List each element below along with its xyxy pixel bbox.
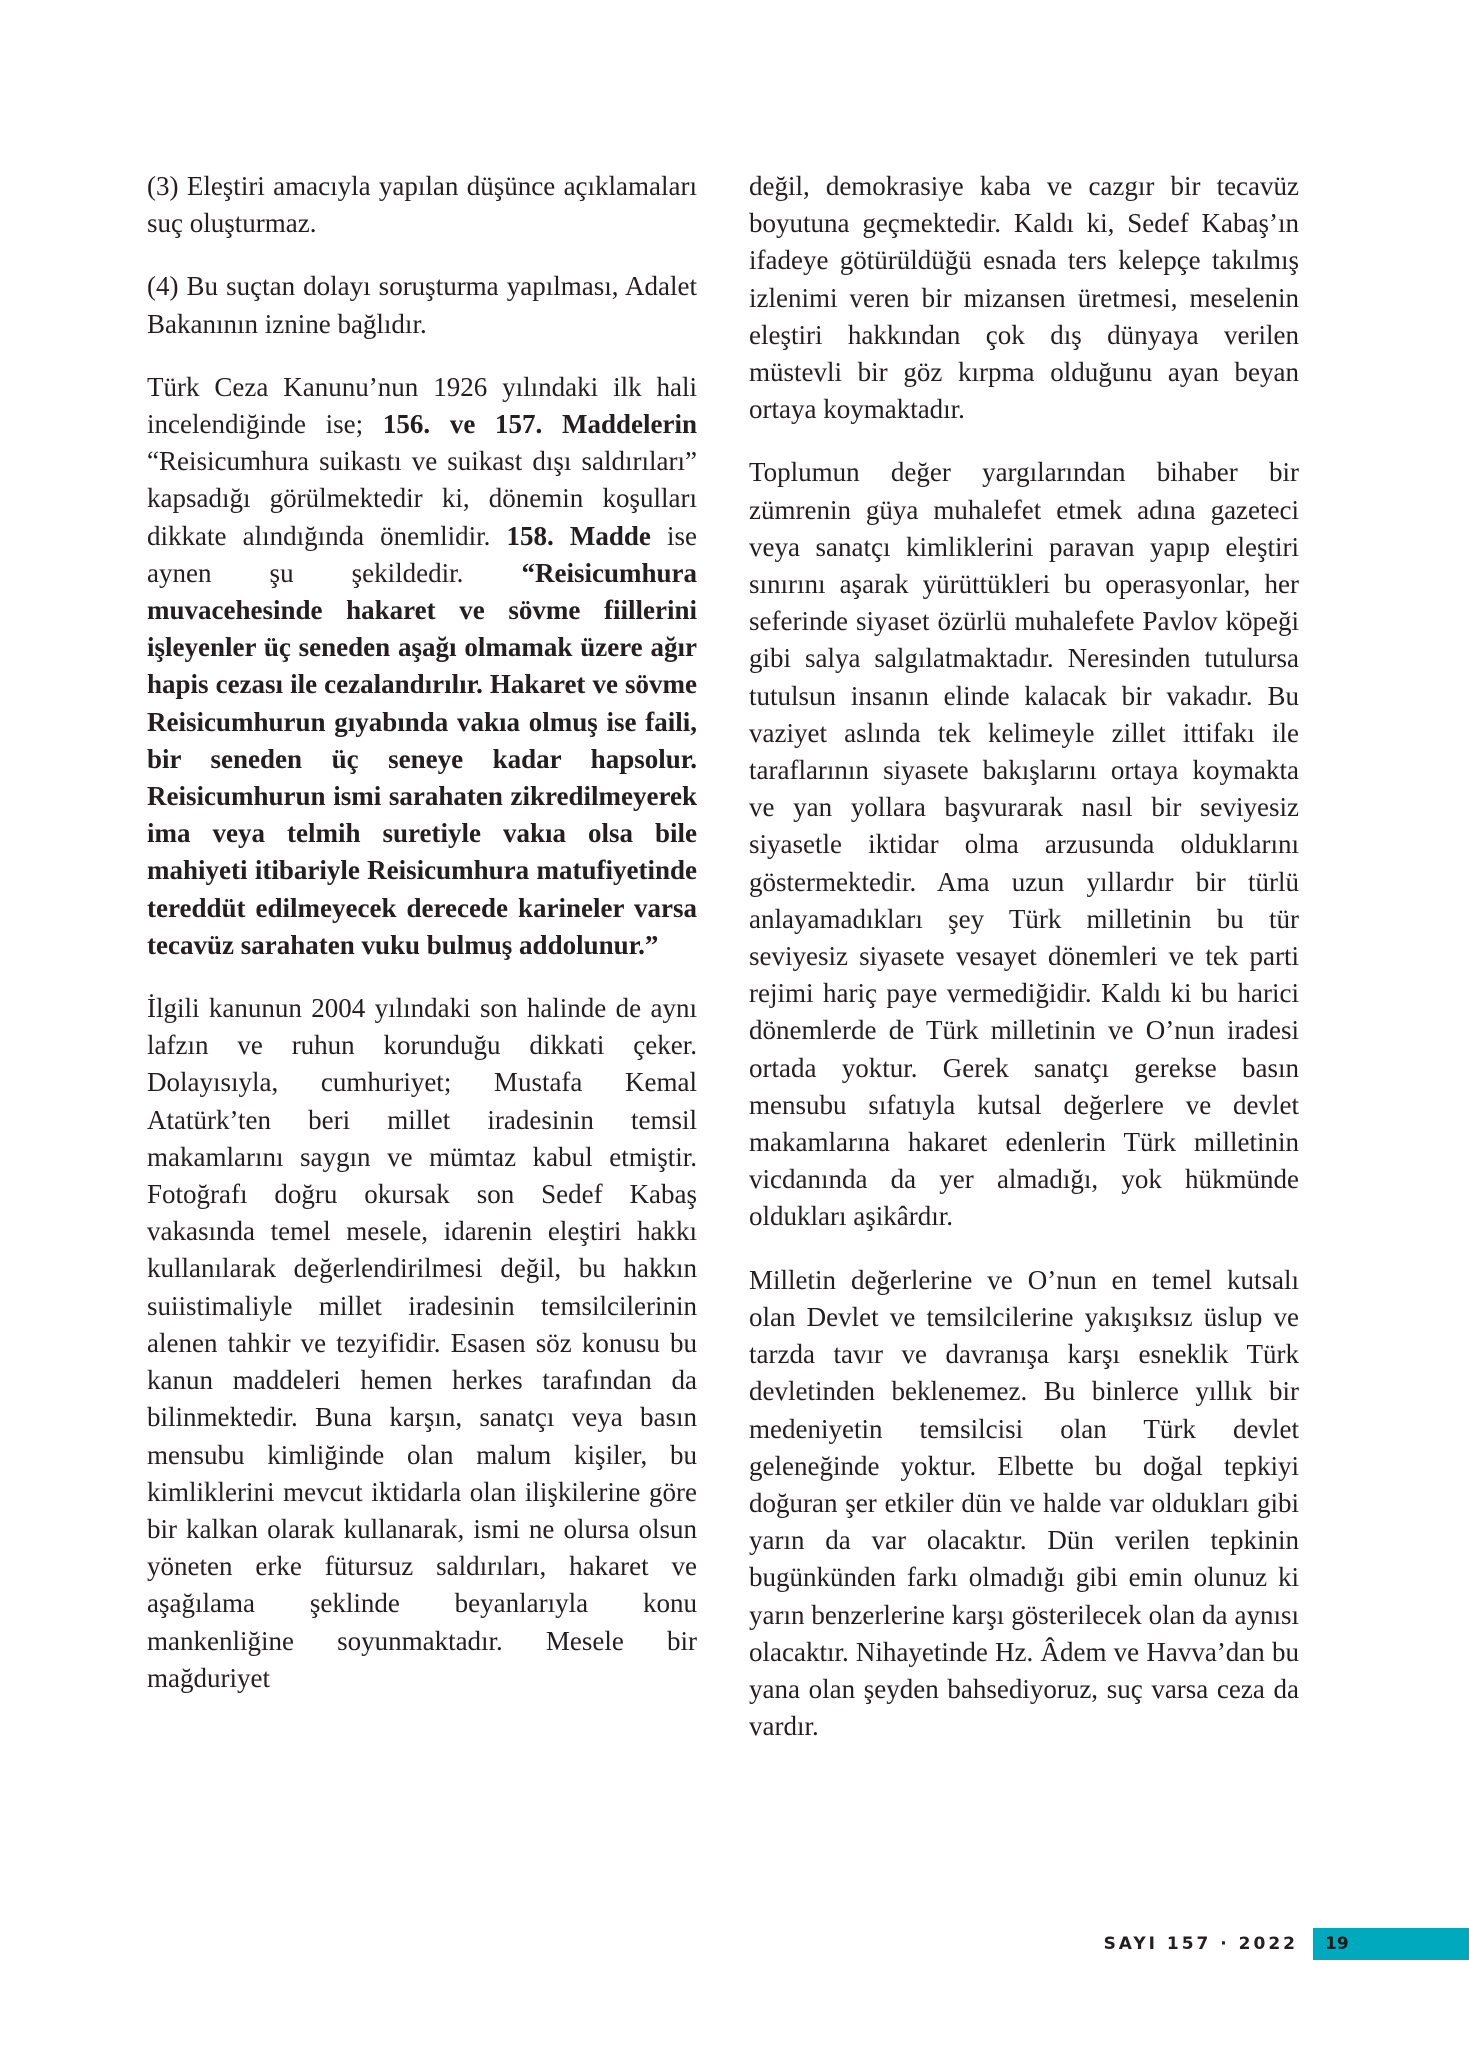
issue-label: SAYI 157 · 2022 xyxy=(1103,1934,1298,1954)
bold-article-158-quote: “Reisicumhura muvacehesinde hakaret ve sövme fiillerini işleyenler üç seneden aşağı olmamak üzere ağır hapis cezası ile cezalandırılır. Hakaret ve sövme Reisicumhurun gıyabında vakıa olmuş ise faili, bir seneden üç seneye kadar hapsolur. Reisicumhurun ismi sarahaten zikredilmeyerek ima veya telmih suretiyle vakıa olsa bile mahiyeti itibariyle Reisicumhura matufiyetinde tereddüt edilmeyecek derecede karineler varsa tecavüz sarahaten vuku bulmuş addolunur.” xyxy=(147,557,697,960)
paragraph-society-values: Toplumun değer yargılarından bihaber bir zümrenin güya muhalefet etmek adına gazeteci veya sanatçı kimliklerini paravan yapıp eleştiri sınırını aşarak yürüttükleri bu operasyonlar, her seferinde siyaset özürlü muhalefete Pavlov köpeği gibi salya salgılatmaktadır. Neresinden tutulursa tutulsun insanın elinde kalacak bir vakadır. Bu vaziyet aslında tek kelimeyle zillet ittifakı ile taraflarının siyasete bakışlarını ortaya koymakta ve yan yollara başvurarak nasıl bir seviyesiz siyasetle iktidar olma arzusunda olduklarını göstermektedir. Ama uzun yıllardır bir türlü anlayamadıkları şey Türk milletinin bu tür seviyesiz siyasete vesayet dönemleri ve tek parti rejimi hariç paye vermediğidir. Kaldı ki bu harici dönemlerde de Türk milletinin ve O’nun iradesi ortada yoktur. Gerek sanatçı gerekse basın mensubu sıfatıyla kutsal değerlere ve devlet makamlarına hakaret edenlerin Türk milletinin vicdanında da yer almadığı, yok hükmünde oldukları aşikârdır. xyxy=(749,457,1299,1232)
page-footer xyxy=(0,1928,1469,1960)
paragraph-continuation: değil, demokrasiye kaba ve cazgır bir tecavüz boyutuna geçmektedir. Kaldı ki, Sedef Kabaş’ın ifadeye götürüldüğü esnada ters kelepçe takılmış izlenimi veren bir mizansen üretmesi, meselenin eleştiri hakkından çok dış dünyaya verilen müstevli bir göz kırpma olduğunu ayan beyan ortaya koymaktadır. xyxy=(749,171,1299,425)
paragraph-1926-penal-code xyxy=(147,369,697,964)
paragraph-nation-values: Milletin değerlerine ve O’nun en temel kutsalı olan Devlet ve temsilcilerine yakışıksız üslup ve tarzda tavır ve davranışa karşı esneklik Türk devletinden beklenemez. Bu binlerce yıllık bir medeniyetin temsilcisi olan Türk devlet geleneğinde yoktur. Elbette bu doğal tepkiyi doğuran şer etkiler dün ve halde var oldukları gibi yarın da var olacaktır. Dün verilen tepkinin bugünkünden farkı olmadığı gibi emin olunuz ki yarın benzerlerine karşı gösterilecek olan da aynısı olacaktır. Nihayetinde Hz. Âdem ve Havva’dan bu yana olan şeyden bahsediyoruz, suç varsa ceza da vardır. xyxy=(749,1264,1299,1742)
paragraph-2004-law: İlgili kanunun 2004 yılındaki son halinde de aynı lafzın ve ruhun korunduğu dikkati çeker. Dolayısıyla, cumhuriyet; Mustafa Kemal Atatürk’ten beri millet iradesinin temsil makamlarını saygın ve mümtaz kabul etmiştir. Fotoğrafı doğru okursak son Sedef Kabaş vakasında temel mesele, idarenin eleştiri hakkı kullanılarak değerlendirilmesi değil, bu hakkın suiistimaliyle millet iradesinin temsilcilerinin alenen tahkir ve tezyifidir. Esasen söz konusu bu kanun maddeleri hemen herkes tarafından da bilinmektedir. Buna karşın, sanatçı veya basın mensubu kimliğinde olan malum kişiler, bu kimliklerini mevcut iktidarla olan ilişkilerine göre bir kalkan olarak kullanarak, ismi ne olursa olsun yöneten erke fütursuz saldırıları, hakaret ve aşağılama şeklinde beyanlarıyla konu mankenliğine soyunmaktadır. Mesele bir mağduriyet xyxy=(147,993,697,1693)
bold-articles-156-157: 156. ve 157. Maddelerin xyxy=(382,409,697,440)
paragraph-law-clause-4: (4) Bu suçtan dolayı soruşturma yapılması, Adalet Bakanının iznine bağlıdır. xyxy=(147,271,697,339)
text-segment: ise aynen şu şekildedir. xyxy=(147,520,698,588)
paragraph-law-clause-3: (3) Eleştiri amacıyla yapılan düşünce açıklamaları suç oluşturmaz. xyxy=(147,171,697,239)
bold-article-158: 158. Madde xyxy=(506,520,651,551)
page-number-bar xyxy=(1313,1928,1469,1960)
page-number: 19 xyxy=(1325,1934,1349,1954)
right-column xyxy=(749,168,1299,1771)
text-segment: “Reisicumhura suikastı ve suikast dışı saldırıları” kapsadığı görülmektedir ki, dönemin koşulları dikkate alındığında önemlidir. xyxy=(147,446,697,551)
left-column xyxy=(147,168,697,1723)
text-segment: Türk Ceza Kanunu’nun 1926 yılındaki ilk hali incelendiğinde ise; xyxy=(147,371,697,440)
